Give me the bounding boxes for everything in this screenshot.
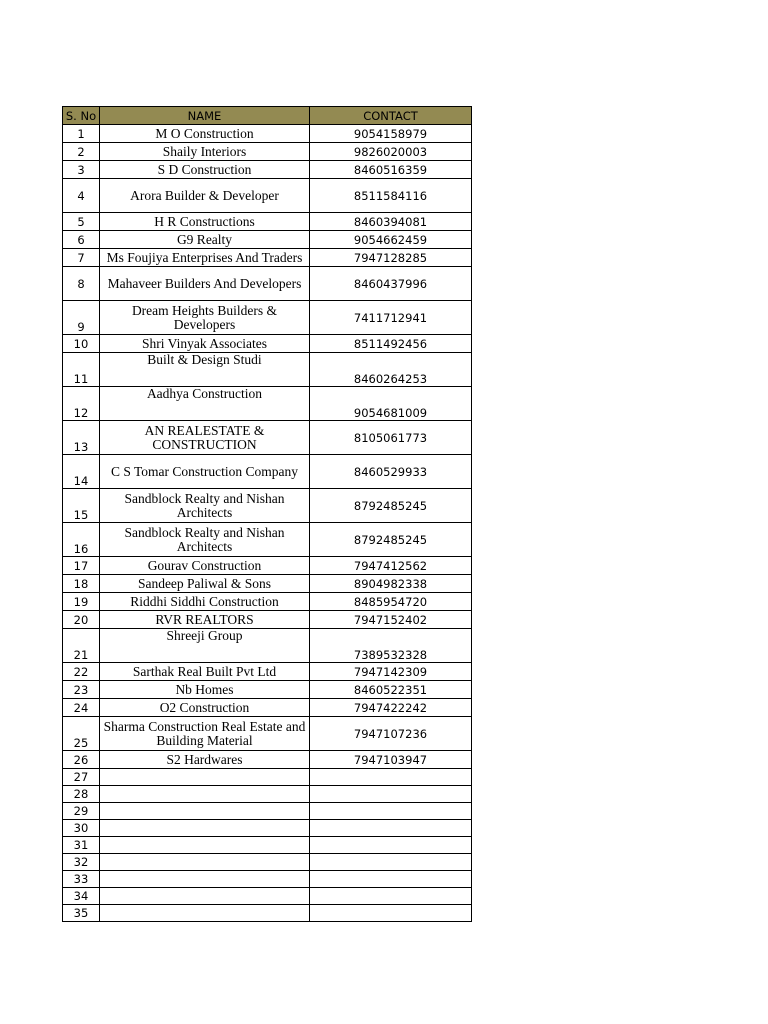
row-sno: 14 — [63, 455, 100, 489]
table-row — [63, 663, 472, 681]
row-name: AN REALESTATE & CONSTRUCTION — [100, 421, 310, 455]
table-row — [63, 249, 472, 267]
row-name: G9 Realty — [100, 231, 310, 249]
row-sno: 24 — [63, 699, 100, 717]
row-contact — [310, 888, 472, 905]
table-row — [63, 489, 472, 523]
table-row — [63, 611, 472, 629]
table-row — [63, 699, 472, 717]
row-name: M O Construction — [100, 125, 310, 143]
table-row — [63, 593, 472, 611]
table-row — [63, 751, 472, 769]
row-name: Sandeep Paliwal & Sons — [100, 575, 310, 593]
row-sno: 7 — [63, 249, 100, 267]
table-row — [63, 905, 472, 922]
table-row — [63, 769, 472, 786]
row-sno: 23 — [63, 681, 100, 699]
row-name — [100, 803, 310, 820]
row-name — [100, 837, 310, 854]
row-contact — [310, 820, 472, 837]
row-sno: 10 — [63, 335, 100, 353]
row-sno: 5 — [63, 213, 100, 231]
row-name: Gourav Construction — [100, 557, 310, 575]
table-row — [63, 267, 472, 301]
row-contact: 8511492456 — [310, 335, 472, 353]
row-contact: 8460437996 — [310, 267, 472, 301]
header-name: NAME — [100, 107, 310, 125]
row-contact: 7947107236 — [310, 717, 472, 751]
table-row — [63, 387, 472, 421]
row-contact: 8792485245 — [310, 489, 472, 523]
row-contact — [310, 803, 472, 820]
table-row — [63, 421, 472, 455]
table-row — [63, 803, 472, 820]
row-contact: 9054681009 — [310, 387, 472, 421]
row-name: Nb Homes — [100, 681, 310, 699]
row-contact: 7947128285 — [310, 249, 472, 267]
row-sno: 25 — [63, 717, 100, 751]
row-sno: 2 — [63, 143, 100, 161]
row-name: Mahaveer Builders And Developers — [100, 267, 310, 301]
row-name: S D Construction — [100, 161, 310, 179]
row-sno: 32 — [63, 854, 100, 871]
table-row — [63, 301, 472, 335]
table-row — [63, 786, 472, 803]
row-sno: 17 — [63, 557, 100, 575]
row-name — [100, 905, 310, 922]
row-sno: 11 — [63, 353, 100, 387]
row-contact: 8511584116 — [310, 179, 472, 213]
row-name: Built & Design Studi — [100, 353, 310, 387]
row-name — [100, 820, 310, 837]
row-contact — [310, 769, 472, 786]
table-row — [63, 888, 472, 905]
row-name — [100, 769, 310, 786]
row-contact: 8460522351 — [310, 681, 472, 699]
row-sno: 34 — [63, 888, 100, 905]
row-contact: 7947152402 — [310, 611, 472, 629]
table-row — [63, 854, 472, 871]
row-sno: 1 — [63, 125, 100, 143]
row-name — [100, 786, 310, 803]
row-contact: 7389532328 — [310, 629, 472, 663]
row-contact — [310, 905, 472, 922]
row-name: Dream Heights Builders & Developers — [100, 301, 310, 335]
row-contact: 7947412562 — [310, 557, 472, 575]
table-body — [63, 125, 472, 922]
table-row — [63, 125, 472, 143]
row-name: Shri Vinyak Associates — [100, 335, 310, 353]
row-contact: 8904982338 — [310, 575, 472, 593]
row-contact: 8105061773 — [310, 421, 472, 455]
table-row — [63, 717, 472, 751]
row-contact: 7947422242 — [310, 699, 472, 717]
table-row — [63, 455, 472, 489]
row-sno: 28 — [63, 786, 100, 803]
table-row — [63, 575, 472, 593]
row-name: Riddhi Siddhi Construction — [100, 593, 310, 611]
table-row — [63, 629, 472, 663]
row-contact: 9054662459 — [310, 231, 472, 249]
row-sno: 8 — [63, 267, 100, 301]
row-name: Shreeji Group — [100, 629, 310, 663]
row-sno: 6 — [63, 231, 100, 249]
row-sno: 19 — [63, 593, 100, 611]
table-row — [63, 523, 472, 557]
table-row — [63, 335, 472, 353]
row-contact: 7411712941 — [310, 301, 472, 335]
row-sno: 13 — [63, 421, 100, 455]
row-contact: 8792485245 — [310, 523, 472, 557]
row-name — [100, 871, 310, 888]
row-contact: 8460394081 — [310, 213, 472, 231]
row-contact: 8485954720 — [310, 593, 472, 611]
row-name — [100, 854, 310, 871]
row-sno: 18 — [63, 575, 100, 593]
row-name: Sharma Construction Real Estate and Building Material — [100, 717, 310, 751]
row-contact — [310, 786, 472, 803]
row-contact: 9054158979 — [310, 125, 472, 143]
row-contact — [310, 837, 472, 854]
row-name: Aadhya Construction — [100, 387, 310, 421]
row-sno: 22 — [63, 663, 100, 681]
row-contact: 7947103947 — [310, 751, 472, 769]
row-contact: 8460264253 — [310, 353, 472, 387]
row-contact: 9826020003 — [310, 143, 472, 161]
row-name: Sandblock Realty and Nishan Architects — [100, 523, 310, 557]
row-sno: 16 — [63, 523, 100, 557]
table-row — [63, 143, 472, 161]
table-row — [63, 820, 472, 837]
row-sno: 3 — [63, 161, 100, 179]
row-sno: 15 — [63, 489, 100, 523]
row-sno: 33 — [63, 871, 100, 888]
row-sno: 26 — [63, 751, 100, 769]
row-sno: 21 — [63, 629, 100, 663]
header-contact: CONTACT — [310, 107, 472, 125]
row-contact: 8460529933 — [310, 455, 472, 489]
row-name: Ms Foujiya Enterprises And Traders — [100, 249, 310, 267]
row-name: Arora Builder & Developer — [100, 179, 310, 213]
table-row — [63, 161, 472, 179]
row-name: Sarthak Real Built Pvt Ltd — [100, 663, 310, 681]
row-sno: 29 — [63, 803, 100, 820]
row-sno: 27 — [63, 769, 100, 786]
row-name: Sandblock Realty and Nishan Architects — [100, 489, 310, 523]
table-row — [63, 231, 472, 249]
table-row — [63, 871, 472, 888]
table-row — [63, 837, 472, 854]
row-sno: 35 — [63, 905, 100, 922]
table-row — [63, 557, 472, 575]
row-contact: 8460516359 — [310, 161, 472, 179]
row-sno: 9 — [63, 301, 100, 335]
row-sno: 20 — [63, 611, 100, 629]
row-name: S2 Hardwares — [100, 751, 310, 769]
table-row — [63, 681, 472, 699]
header-row — [63, 107, 472, 125]
row-sno: 30 — [63, 820, 100, 837]
row-sno: 12 — [63, 387, 100, 421]
contacts-table — [62, 106, 472, 922]
header-sno: S. No — [63, 107, 100, 125]
row-name: Shaily Interiors — [100, 143, 310, 161]
row-sno: 31 — [63, 837, 100, 854]
row-contact: 7947142309 — [310, 663, 472, 681]
row-name: RVR REALTORS — [100, 611, 310, 629]
table-row — [63, 353, 472, 387]
row-contact — [310, 854, 472, 871]
row-name: C S Tomar Construction Company — [100, 455, 310, 489]
row-name: O2 Construction — [100, 699, 310, 717]
row-sno: 4 — [63, 179, 100, 213]
table-row — [63, 179, 472, 213]
row-contact — [310, 871, 472, 888]
row-name: H R Constructions — [100, 213, 310, 231]
row-name — [100, 888, 310, 905]
table-row — [63, 213, 472, 231]
